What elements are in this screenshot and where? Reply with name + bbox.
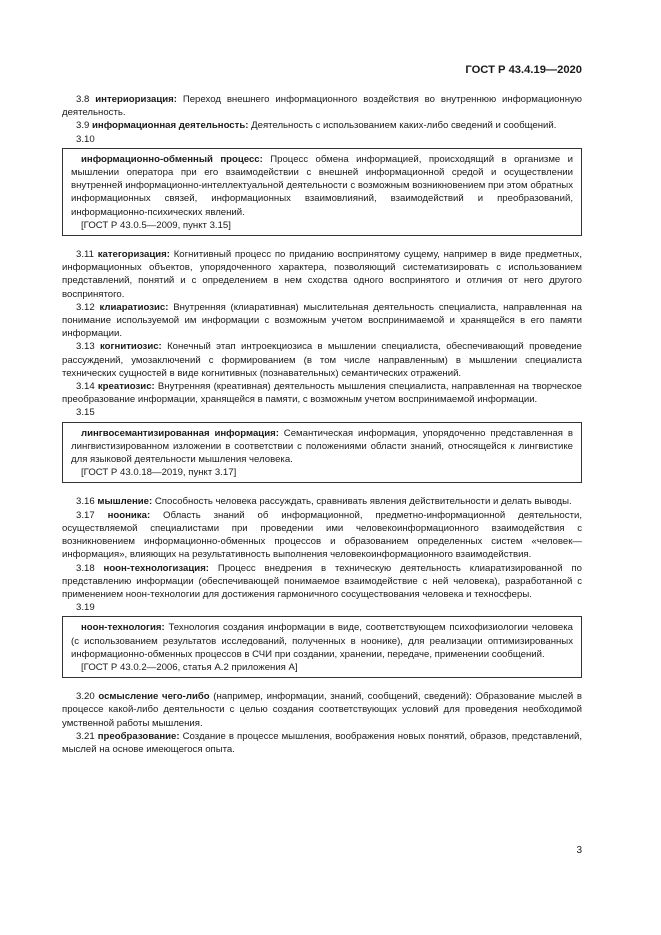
boxed-definition-3-15	[62, 422, 582, 484]
definition-3-21	[62, 730, 582, 756]
definition-text: Внутренняя (креативная) деятельность мышления специалиста, направленная на творческое преобразование информации, хранящейся в памяти, с возможным учетом воспринимаемой информации.	[62, 381, 583, 406]
term: интериоризация:	[95, 94, 177, 105]
source-reference: [ГОСТ Р 43.0.5—2009, пункт 3.15]	[81, 219, 231, 231]
clause-number: 3.21	[76, 730, 95, 742]
source-reference: [ГОСТ Р 43.0.2—2006, статья А.2 приложения А]	[81, 661, 298, 673]
page-number: 3	[576, 845, 582, 856]
term: когнитиозис:	[100, 341, 162, 353]
clause-number: 3.8	[76, 94, 90, 105]
term: осмысление чего-либо	[98, 691, 210, 703]
definition-text: Переход внешнего информационного воздействия во внутреннюю информационную деятельность.	[62, 94, 582, 119]
clause-number: 3.12	[76, 301, 95, 313]
term: клиаратиозис:	[99, 301, 169, 313]
clause-number-3-19: 3.19	[76, 602, 95, 614]
definition-text: Способность человека рассуждать, сравнивать явления действительности и делать выводы.	[154, 496, 572, 508]
definition-text-block	[71, 153, 573, 219]
clause-number: 3.20	[76, 691, 95, 703]
clause-number: 3.9	[76, 120, 90, 132]
definition-3-11	[62, 248, 582, 301]
document-body	[62, 93, 582, 756]
definition-3-18	[62, 562, 582, 602]
document-code: ГОСТ Р 43.4.19—2020	[465, 64, 582, 76]
definition-text-block	[71, 427, 573, 467]
definition-3-14	[62, 380, 582, 406]
definition-3-8	[62, 93, 582, 119]
clause-number: 3.14	[76, 381, 95, 393]
definition-3-20	[62, 690, 582, 730]
term: преобразование:	[97, 730, 180, 742]
term: информационно-обменный процесс:	[81, 153, 263, 165]
definition-text: Деятельность с использованием каких-либо сведений и сообщений.	[251, 120, 557, 132]
clause-number-3-15: 3.15	[76, 407, 95, 419]
term: ноон-технология:	[81, 622, 165, 634]
definition-3-9	[62, 119, 582, 132]
definition-text: Конечный этап интроекциозиса в мышлении специалиста, обеспечивающий проведение рассуждений, умозаключений с формированием (в том числе направленным) в мышлении специалиста технических сущностей в виде когнитивных (познавательных) семантических отражений.	[62, 341, 582, 379]
clause-number: 3.18	[76, 562, 95, 574]
clause-number-3-10: 3.10	[76, 133, 95, 145]
term: лингвосемантизированная информация:	[81, 427, 279, 439]
definition-text: Процесс обмена информацией, происходящий в организме и мышлении оператора при его взаимодействии с внешней информационной средой и осуществлении внутренней информационно-интеллектуальной деятельности с возможным возникновением при этом обратных информационных связей, информационных взаимовлияний, взаимодействий и преобразований, информационно-психических явлений.	[71, 153, 574, 218]
source-reference: [ГОСТ Р 43.0.18—2019, пункт 3.17]	[81, 467, 237, 479]
term: информационная деятельность:	[92, 120, 249, 132]
definition-3-13	[62, 340, 582, 380]
definition-text: Когнитивный процесс по приданию воспринятому сущему, например в виде предметных, информационных объектов, упорядоченного характера, позволяющий систематизировать с использованием представлений, понятий и с определением в нем сходства одного воспринятого и отличия от него другого воспринятого.	[62, 249, 582, 300]
term: креатиозис:	[97, 381, 155, 393]
definition-text-block	[71, 621, 573, 661]
definition-text: (например, информации, знаний, сообщений, сведений): Образование мыслей в процессе какой-либо деятельности с целью создания соответствующих условий для проведения необходимой умственной работы мышления.	[62, 691, 582, 729]
definition-text: Область знаний об информационной, предметно-информационной деятельности, осуществляемой специалистами при проведении ими человекоинформационного взаимодействия с возникновением информационно-обменных процессов и образованием определенных систем «человек—информация», влияющих на результативность выполнения человекоинформационного взаимодействия.	[62, 509, 582, 561]
boxed-definition-3-19	[62, 616, 582, 678]
boxed-definition-3-10	[62, 148, 582, 236]
clause-number: 3.11	[76, 249, 94, 261]
definition-text: Процесс внедрения в техническую деятельность клиаратизированной по представлению информации (обеспечивающей понимаемое взаимодействие с ней человека), разработанной с применением ноон-технологии для достижения гармоничного сосуществования человека и техносферы.	[62, 562, 582, 600]
term: нооника:	[107, 509, 151, 521]
definition-text: Семантическая информация, упорядоченно представленная в лингвистизированном изложении в соответствии с положениями области знаний, относящейся к лингвистике для языковой деятельности мышления человека.	[71, 427, 573, 466]
term: мышление:	[97, 496, 153, 508]
definition-3-16	[62, 495, 582, 508]
definition-3-12	[62, 301, 582, 341]
clause-number: 3.13	[76, 341, 95, 353]
clause-number: 3.17	[76, 509, 95, 521]
definition-3-17	[62, 509, 582, 562]
term: ноон-технологизация:	[103, 562, 209, 574]
term: категоризация:	[97, 249, 170, 261]
clause-number: 3.16	[76, 496, 95, 508]
definition-text: Создание в процессе мышления, воображения новых понятий, образов, представлений, мыслей на основе имеющегося опыта.	[62, 730, 583, 755]
definition-text: Внутренняя (клиаративная) мыслительная деятельность специалиста, направленная на понимание используемой им информации с возможным учетом воспринимаемой и хранящейся в его памяти информации.	[62, 301, 582, 340]
definition-text: Технология создания информации в виде, соответствующем психофизиологии человека (с использованием результатов исследований, полученных в ноонике), для реализации оптимизированных информационно-обменных процессов в СЧИ при создании, хранении, передаче, применении сообщений.	[71, 622, 573, 660]
